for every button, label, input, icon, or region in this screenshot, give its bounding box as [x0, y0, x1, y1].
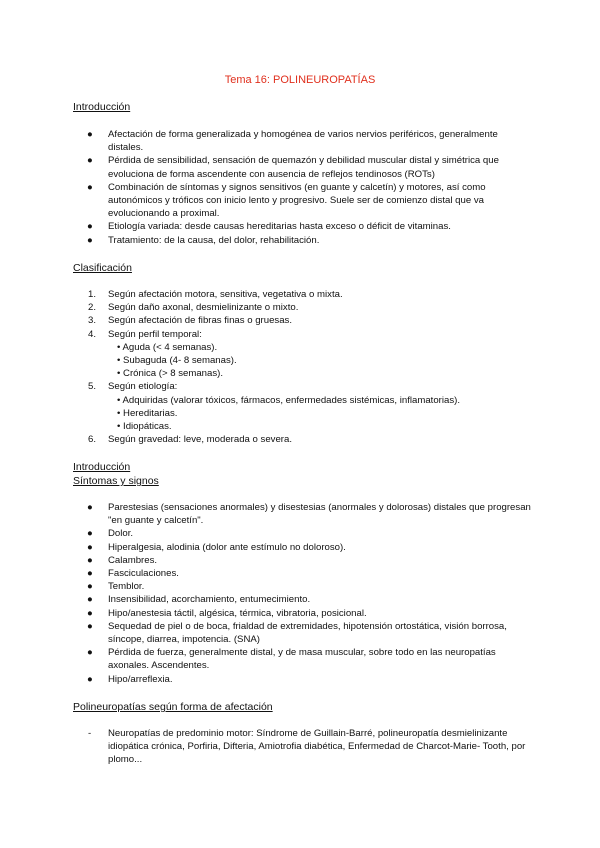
sub-item: • Crónica (> 8 semanas). — [117, 368, 223, 380]
list-item: ● Pérdida de sensibilidad, sensación de quemazón y debilidad muscular distal y simétrica que evoluciona de forma ascendente con ausencia de reflejos tendinosos (ROTs) — [87, 155, 499, 180]
bullet-icon: ● — [87, 234, 93, 246]
list-item: ● Parestesias (sensaciones anormales) y disestesias (anormales y dolorosas) distales que progresan "en guante y calcetín". — [87, 502, 531, 527]
list-item: ● Hipo/arreflexia. — [87, 673, 173, 685]
list-item: 4. Según perfil temporal: • Aguda (< 4 semanas). • Subaguda (4- 8 semanas). • Crónica (> 8 semanas). — [83, 328, 533, 381]
list-item: 1. Según afectación motora, sensitiva, vegetativa o mixta. — [88, 289, 343, 300]
bullet-icon: ● — [87, 673, 93, 685]
dash-icon: - — [88, 728, 92, 739]
bullet-icon: ● — [87, 647, 93, 659]
sub-item: • Hereditarias. — [117, 407, 178, 419]
list-item: ● Hiperalgesia, alodinia (dolor ante estímulo no doloroso). — [87, 541, 346, 553]
section-heading-introduccion: Introducción — [73, 101, 131, 113]
forma-list — [83, 727, 533, 767]
list-item: ● Hipo/anestesia táctil, algésica, térmica, vibratoria, posicional. — [87, 607, 367, 619]
list-item: ● Calambres. — [87, 554, 158, 566]
sub-item: • Adquiridas (valorar tóxicos, fármacos, enfermedades sistémicas, inflamatorias). — [117, 394, 461, 406]
list-item: ● Insensibilidad, acorchamiento, entumecimiento. — [87, 594, 311, 606]
list-item: ● Fasciculaciones. — [87, 568, 179, 580]
bullet-icon: ● — [87, 181, 93, 193]
list-item: ● Combinación de síntomas y signos sensitivos (en guante y calcetín) y motores, así como autonómicos y tróficos con inicio lento y progresivo. Suele ser de comienzo distal que va evolucionando a proximal. — [87, 181, 486, 220]
bullet-icon: ● — [87, 620, 93, 632]
list-item: ● Sequedad de piel o de boca, frialdad de extremidades, hipotensión ortostática, visión borrosa, síncope, diarrea, impotencia. (SNA) — [87, 620, 507, 646]
bullet-icon: ● — [87, 568, 93, 580]
list-item: 2. Según daño axonal, desmielinizante o mixto. — [88, 302, 299, 314]
list-item: - Neuropatías de predominio motor: Síndrome de Guillain-Barré, polineuropatía desmielinizante idiopática crónica, Porfiria, Difteria, Amiotrofia diabética, Enfermedad de Charcot-Marie- Tooth, por plomo... — [88, 728, 526, 766]
bullet-icon: ● — [87, 594, 93, 606]
list-item: 5. Según etiología: • Adquiridas (valorar tóxicos, fármacos, enfermedades sistémicas, inflamatorias). • Hereditarias. • Idiopáticas. — [83, 380, 533, 433]
sub-item: • Idiopáticas. — [117, 421, 172, 433]
bullet-icon: ● — [87, 221, 93, 233]
section-subheading-sintomas: Síntomas y signos — [73, 475, 159, 487]
list-item: ● Temblor. — [87, 581, 145, 593]
list-item: ● Dolor. — [87, 528, 134, 540]
bullet-icon: ● — [87, 155, 93, 167]
bullet-icon: ● — [87, 581, 93, 593]
list-item: 3. Según afectación de fibras finas o gruesas. — [88, 315, 292, 327]
section-heading-forma-afectacion: Polineuropatías según forma de afectación — [73, 701, 273, 713]
list-item: ● Tratamiento: de la causa, del dolor, rehabilitación. — [87, 234, 320, 246]
clasificacion-list — [83, 288, 533, 446]
sintomas-list — [83, 501, 533, 686]
list-item: ● Pérdida de fuerza, generalmente distal, y de masa muscular, sobre todo en las neuropatías axonales. Ascendentes. — [87, 647, 496, 672]
list-item: ● Etiología variada: desde causas hereditarias hasta exceso o déficit de vitaminas. — [87, 221, 451, 233]
bullet-icon: ● — [87, 607, 93, 619]
sub-item: • Subaguda (4- 8 semanas). — [117, 355, 237, 367]
list-item: ● Afectación de forma generalizada y homogénea de varios nervios periféricos, generalmente distales. — [87, 129, 498, 154]
bullet-icon: ● — [87, 541, 93, 553]
sub-item: • Aguda (< 4 semanas). — [117, 341, 218, 353]
bullet-icon: ● — [87, 502, 93, 513]
page-title: Tema 16: POLINEUROPATÍAS — [224, 74, 376, 86]
bullet-icon: ● — [87, 129, 93, 140]
section-heading-introduccion-2: Introducción — [73, 461, 131, 473]
list-item: 6. Según gravedad: leve, moderada o severa. — [88, 434, 293, 446]
bullet-icon: ● — [87, 528, 93, 540]
section-heading-clasificacion: Clasificación — [73, 262, 132, 274]
intro-list — [83, 128, 533, 247]
bullet-icon: ● — [87, 554, 93, 566]
